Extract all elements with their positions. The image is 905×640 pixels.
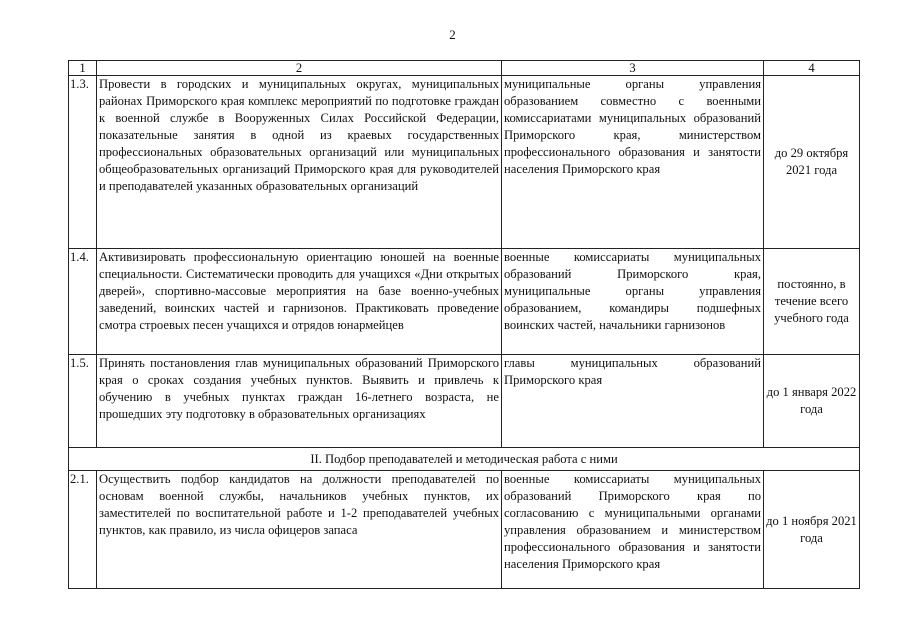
action-plan-table — [68, 60, 860, 589]
table-row — [69, 76, 860, 249]
row-action: Осуществить подбор кандидатов на должности преподавателей по основам военной службы, начальников учебных пунктов, их заместителей по воспитательной работе и 1-2 преподавателей учебных пунктов, как правило, из числа офицеров запаса — [97, 471, 502, 589]
row-number: 2.1. — [69, 471, 97, 589]
header-col-1: 1 — [69, 61, 97, 76]
section-title: II. Подбор преподавателей и методическая работа с ними — [69, 448, 860, 471]
table-row — [69, 249, 860, 355]
table-row — [69, 355, 860, 448]
table-row — [69, 471, 860, 589]
row-number: 1.3. — [69, 76, 97, 249]
row-deadline: до 1 января 2022 года — [764, 355, 860, 448]
row-executor: военные комиссариаты муниципальных образований Приморского края по согласованию с муниципальными органами управления образованием и министерством профессионального образования и занятости населения Приморского края — [502, 471, 764, 589]
row-deadline: до 29 октября 2021 года — [764, 76, 860, 249]
row-number: 1.4. — [69, 249, 97, 355]
row-executor: главы муниципальных образований Приморского края — [502, 355, 764, 448]
row-executor: муниципальные органы управления образованием совместно с военными комиссариатами муниципальных образований Приморского края, министерством профессионального образования и занятости населения Приморского края — [502, 76, 764, 249]
row-deadline: постоянно, в течение всего учебного года — [764, 249, 860, 355]
row-action: Принять постановления глав муниципальных образований Приморского края о сроках создания учебных пунктов. Выявить и привлечь к обучению в учебных пунктах граждан 16-летнего возраста, не прошедших эту подготовку в образовательных организациях — [97, 355, 502, 448]
row-action: Провести в городских и муниципальных округах, муниципальных районах Приморского края комплекс мероприятий по подготовке граждан к военной службе в Вооруженных Силах Российской Федерации, показательные занятия в одной из краевых государственных профессиональных образовательных организаций или муниципальных общеобразовательных организаций Приморского края для руководителей и преподавателей указанных образовательных организаций — [97, 76, 502, 249]
table-header-row — [69, 61, 860, 76]
row-action: Активизировать профессиональную ориентацию юношей на военные специальности. Систематически проводить для учащихся «Дни открытых дверей», спортивно-массовые мероприятия на базе военно-учебных заведений, воинских частей и гарнизонов. Практиковать проведение смотра строевых песен учащихся и отрядов юнармейцев — [97, 249, 502, 355]
row-executor: военные комиссариаты муниципальных образований Приморского края, муниципальные органы управления образованием, командиры подшефных воинских частей, начальники гарнизонов — [502, 249, 764, 355]
page-number: 2 — [449, 27, 456, 42]
section-heading-row — [69, 448, 860, 471]
row-deadline: до 1 ноября 2021 года — [764, 471, 860, 589]
row-number: 1.5. — [69, 355, 97, 448]
header-col-3: 3 — [502, 61, 764, 76]
header-col-2: 2 — [97, 61, 502, 76]
header-col-4: 4 — [764, 61, 860, 76]
